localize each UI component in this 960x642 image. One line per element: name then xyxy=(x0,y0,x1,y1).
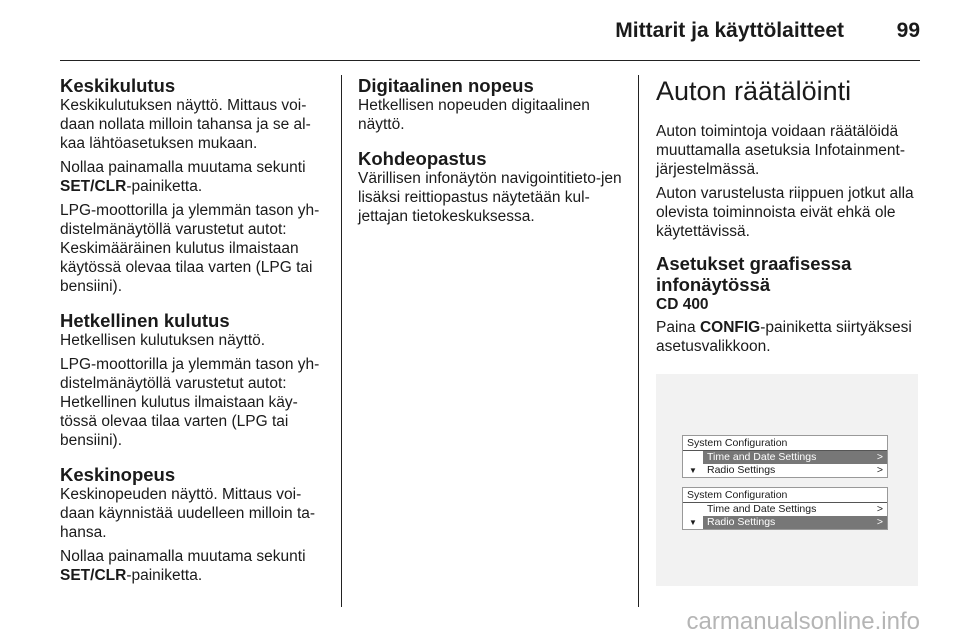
menu-item-time-date xyxy=(703,451,887,464)
column-1 xyxy=(60,75,326,599)
chapter-title: Auton räätälöinti xyxy=(656,76,852,106)
menu-item-label: Radio Settings xyxy=(707,516,776,528)
key-label: CONFIG xyxy=(699,319,761,336)
menu-item-label: Time and Date Settings xyxy=(707,503,817,515)
menu-title: System Configuration xyxy=(683,436,887,451)
key-label: SET/CLR xyxy=(60,178,127,195)
system-config-menu-2 xyxy=(682,487,888,530)
chevron-right-icon: > xyxy=(876,503,883,515)
paragraph: Auton toimintoja voidaan räätälöidä muuttamalla asetuksia Infotainment-järjestelmässä. xyxy=(656,123,905,178)
heading-asetukset: Asetukset graafisessa infonäytössä xyxy=(656,253,852,295)
paragraph xyxy=(656,318,922,356)
text: Nollaa painamalla muutama sekunti xyxy=(60,159,306,176)
menu-item-radio xyxy=(683,464,887,477)
heading-digitaalinen-nopeus: Digitaalinen nopeus xyxy=(358,75,534,96)
paragraph: Keskinopeuden näyttö. Mittaus voi-daan käynnistää uudelleen milloin ta-hansa. xyxy=(60,486,316,541)
chevron-right-icon: > xyxy=(876,464,883,476)
paragraph: LPG-moottorilla ja ylemmän tason yh-distelmänäytöllä varustetut autot: Hetkellinen kulutus ilmaistaan käy-tössä olevaa tilaa varten (LPG tai bensiini). xyxy=(60,356,320,449)
paragraph: Hetkellisen nopeuden digitaalinen näyttö. xyxy=(358,97,590,133)
menu-item-label: Radio Settings xyxy=(707,464,776,476)
paragraph: Auton varustelusta riippuen jotkut alla olevista toiminnoista eivät ehkä ole käytettävissä. xyxy=(656,185,914,240)
paragraph: Hetkellisen kulutuksen näyttö. xyxy=(60,332,266,349)
screen-illustration xyxy=(656,374,918,586)
column-divider-2 xyxy=(638,75,639,607)
menu-item-time-date xyxy=(683,503,887,516)
subheading-cd400: CD 400 xyxy=(656,296,709,313)
page-header xyxy=(60,0,920,61)
column-2 xyxy=(358,75,626,240)
column-3 xyxy=(656,75,922,586)
section-kohdeopastus xyxy=(358,148,626,226)
heading-keskikulutus: Keskikulutus xyxy=(60,75,176,96)
page-number: 99 xyxy=(896,19,920,42)
menu-item-label: Time and Date Settings xyxy=(707,451,817,463)
column-divider-1 xyxy=(341,75,342,607)
paragraph xyxy=(60,158,326,196)
text: Nollaa painamalla muutama sekunti xyxy=(60,548,306,565)
text: -painiketta. xyxy=(126,567,203,584)
text: Paina xyxy=(656,319,700,336)
system-config-menu-1 xyxy=(682,435,888,478)
key-label: SET/CLR xyxy=(60,567,127,584)
arrow-down-icon: ▼ xyxy=(689,518,697,527)
chevron-right-icon: > xyxy=(876,451,883,463)
paragraph: Värillisen infonäytön navigointitieto-jen lisäksi reittiopastus näytetään kul-jettajan tietokeskuksessa. xyxy=(358,170,622,225)
arrow-down-icon: ▼ xyxy=(689,466,697,475)
header-title: Mittarit ja käyttölaitteet xyxy=(615,19,844,42)
section-digitaalinen-nopeus xyxy=(358,75,626,134)
heading-keskinopeus: Keskinopeus xyxy=(60,464,176,485)
paragraph xyxy=(60,547,326,585)
section-keskinopeus xyxy=(60,464,326,585)
section-keskikulutus xyxy=(60,75,326,296)
watermark: carmanualsonline.info xyxy=(686,608,920,635)
heading-hetkellinen-kulutus: Hetkellinen kulutus xyxy=(60,310,230,331)
paragraph: Keskikulutuksen näyttö. Mittaus voi-daan nollata milloin tahansa ja se al-kaa lähtöasetuksen mukaan. xyxy=(60,97,311,152)
menu-item-radio xyxy=(683,516,887,529)
section-hetkellinen-kulutus xyxy=(60,310,326,450)
paragraph: LPG-moottorilla ja ylemmän tason yh-distelmänäytöllä varustetut autot: Keskimääräinen kulutus ilmaistaan käytössä olevaa tilaa varten (LPG tai bensiini). xyxy=(60,202,320,295)
text: -painiketta. xyxy=(126,178,203,195)
text: -painiketta siirtyäksesi asetusvalikkoon. xyxy=(656,319,912,355)
menu-title: System Configuration xyxy=(683,488,887,503)
menu-item-selected xyxy=(703,516,887,529)
heading-kohdeopastus: Kohdeopastus xyxy=(358,148,487,169)
chevron-right-icon: > xyxy=(876,516,883,528)
